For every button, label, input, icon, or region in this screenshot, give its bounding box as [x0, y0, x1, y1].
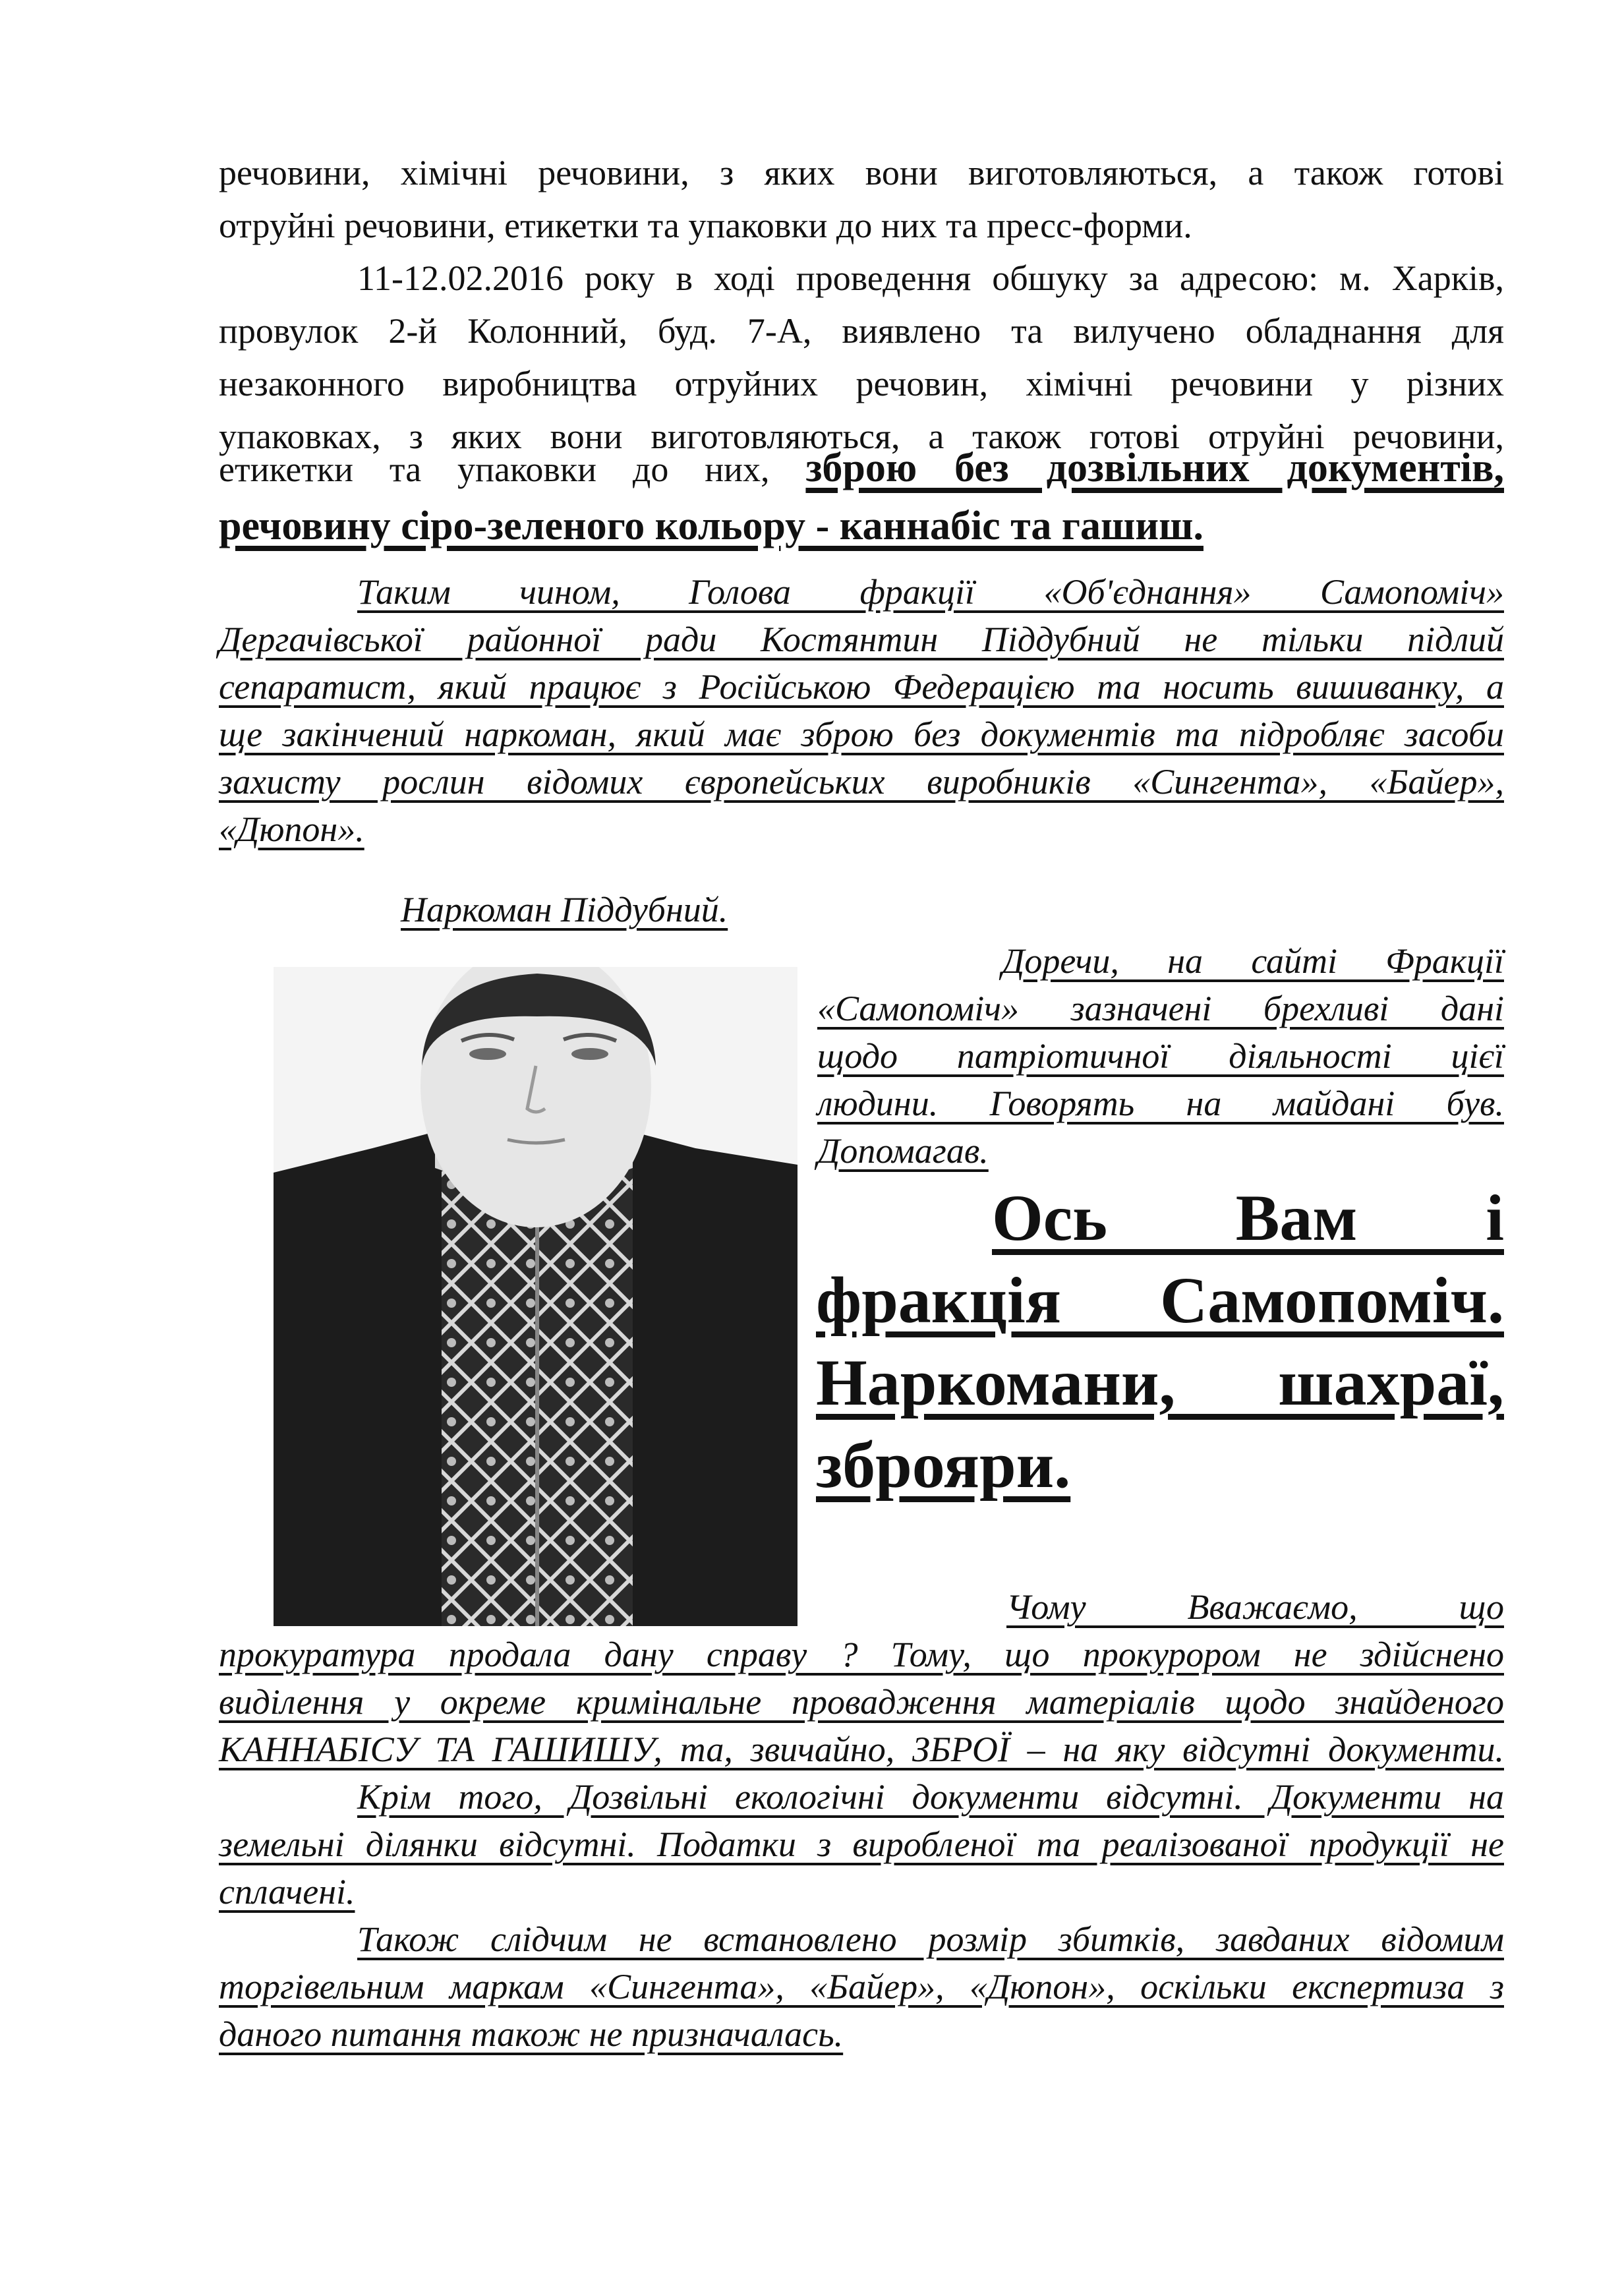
paragraph-5-line-3-text: виділення у окреме кримінальне провадження матеріалів щодо знайденого	[219, 1682, 1504, 1722]
paragraph-3-line-4-text: ще закінчений наркоман, який має зброю без документів та підробляє засоби	[219, 715, 1504, 754]
paragraph-2-line-5	[219, 435, 1504, 501]
paragraph-7-line-1	[219, 1913, 1504, 1966]
line-5-plain-text: етикетки та упаковки до них,	[219, 450, 770, 489]
portrait-photo	[274, 967, 798, 1626]
paragraph-2-line-6	[219, 493, 1504, 560]
paragraph-5-line-4	[219, 1723, 1504, 1776]
paragraph-7-line-2	[219, 1960, 1504, 2013]
paragraph-7-line-1-text: Також слідчим не встановлено розмір збитків, завданих відомим	[357, 1919, 1504, 1959]
paragraph-5-line-2	[219, 1628, 1504, 1681]
paragraph-3-line-2	[219, 613, 1504, 666]
paragraph-2-line-2: провулок 2-й Колонний, буд. 7-А, виявлено та вилучено обладнання для	[219, 311, 1504, 351]
paragraph-5-line-1-text: Чому Вважаємо, що	[1006, 1587, 1504, 1627]
paragraph-4-line-5-text: Допомагав.	[817, 1131, 989, 1171]
paragraph-3-line-5-text: захисту рослин відомих європейських виробників «Сингента», «Байер»,	[219, 762, 1504, 802]
paragraph-4-line-5	[817, 1124, 1504, 1177]
paragraph-3-line-1	[219, 566, 1504, 618]
paragraph-3-line-2-text: Дергачівської районної ради Костянтин Піддубний не тільки підлий	[219, 620, 1504, 659]
paragraph-3-line-5	[219, 755, 1504, 808]
headline-line-4: зброяри.	[816, 1428, 1071, 1502]
paragraph-7-line-3	[219, 2008, 1504, 2060]
paragraph-6-line-1-text: Крім того, Дозвільні екологічні документи відсутні. Документи на	[357, 1777, 1504, 1817]
paragraph-6-line-3	[219, 1865, 1504, 1918]
paragraph-6-line-1	[219, 1770, 1504, 1823]
portrait-image-icon	[274, 967, 798, 1626]
paragraph-6-line-3-text: сплачені.	[219, 1872, 355, 1912]
paragraph-6-line-2-text: земельні ділянки відсутні. Податки з виробленої та реалізованої продукції не	[219, 1825, 1504, 1864]
photo-caption-text: Наркоман Піддубний.	[401, 890, 728, 929]
paragraph-3-line-3-text: сепаратист, який працює з Російською Федерацією та носить вишиванку, а	[219, 667, 1504, 707]
paragraph-4-line-1-text: Доречи, на сайті Фракції	[1002, 941, 1504, 981]
paragraph-7-line-2-text: торгівельним маркам «Сингента», «Байер», «Дюпон», оскільки експертиза з	[219, 1967, 1504, 2006]
paragraph-4-line-3-text: щодо патріотичної діяльності цієї	[817, 1036, 1504, 1076]
paragraph-3-line-3	[219, 660, 1504, 713]
cannabis-emphasis: речовину сіро-зеленого кольору - каннабіс та гашиш.	[219, 504, 1204, 548]
paragraph-3-line-6	[219, 803, 1504, 856]
paragraph-4-line-4-text: людини. Говорять на майдані був.	[817, 1084, 1504, 1123]
paragraph-2-line-3: незаконного виробництва отруйних речовин, хімічні речовини у різних	[219, 364, 1504, 403]
headline-line-1: Ось Вам і	[992, 1181, 1504, 1254]
paragraph-5-line-4-text: КАННАБІСУ ТА ГАШИШУ, та, звичайно, ЗБРОЇ – на яку відсутні документи.	[219, 1730, 1504, 1769]
paragraph-5-line-3	[219, 1676, 1504, 1728]
photo-caption	[401, 883, 796, 936]
paragraph-2-line-1: 11-12.02.2016 року в ході проведення обшуку за адресою: м. Харків,	[357, 258, 1504, 298]
paragraph-4-line-4	[817, 1077, 1504, 1130]
paragraph-6-line-2	[219, 1818, 1504, 1871]
paragraph-4-line-2	[817, 982, 1504, 1035]
paragraph-1-line-2: отруйні речовини, етикетки та упаковки до них та пресс-форми.	[219, 206, 1192, 245]
headline-line-3: Наркомани, шахраї,	[816, 1346, 1504, 1419]
paragraph-4-line-3	[817, 1030, 1504, 1082]
paragraph-5-line-1	[1006, 1581, 1504, 1633]
paragraph-3-line-6-text: «Дюпон».	[219, 809, 364, 849]
paragraph-4-line-2-text: «Самопоміч» зазначені брехливі дані	[817, 989, 1504, 1028]
paragraph-2-line-4: упаковках, з яких вони виготовляються, а також готові отруйні речовини,	[219, 417, 1504, 456]
weapons-emphasis: зброю без дозвільних документів,	[805, 446, 1505, 490]
paragraph-5-line-2-text: прокуратура продала дану справу ? Тому, що прокурором не здійснено	[219, 1635, 1504, 1674]
paragraph-3-line-1-text: Таким чином, Голова фракції «Об'єднання» Самопоміч»	[357, 572, 1504, 612]
paragraph-3-line-4	[219, 708, 1504, 761]
paragraph-1-line-1: речовини, хімічні речовини, з яких вони виготовляються, а також готові	[219, 153, 1504, 192]
paragraph-7-line-3-text: даного питання також не призначалась.	[219, 2014, 844, 2054]
headline-line-2: фракція Самопоміч.	[816, 1264, 1504, 1337]
paragraph-4-line-1	[1002, 935, 1504, 987]
